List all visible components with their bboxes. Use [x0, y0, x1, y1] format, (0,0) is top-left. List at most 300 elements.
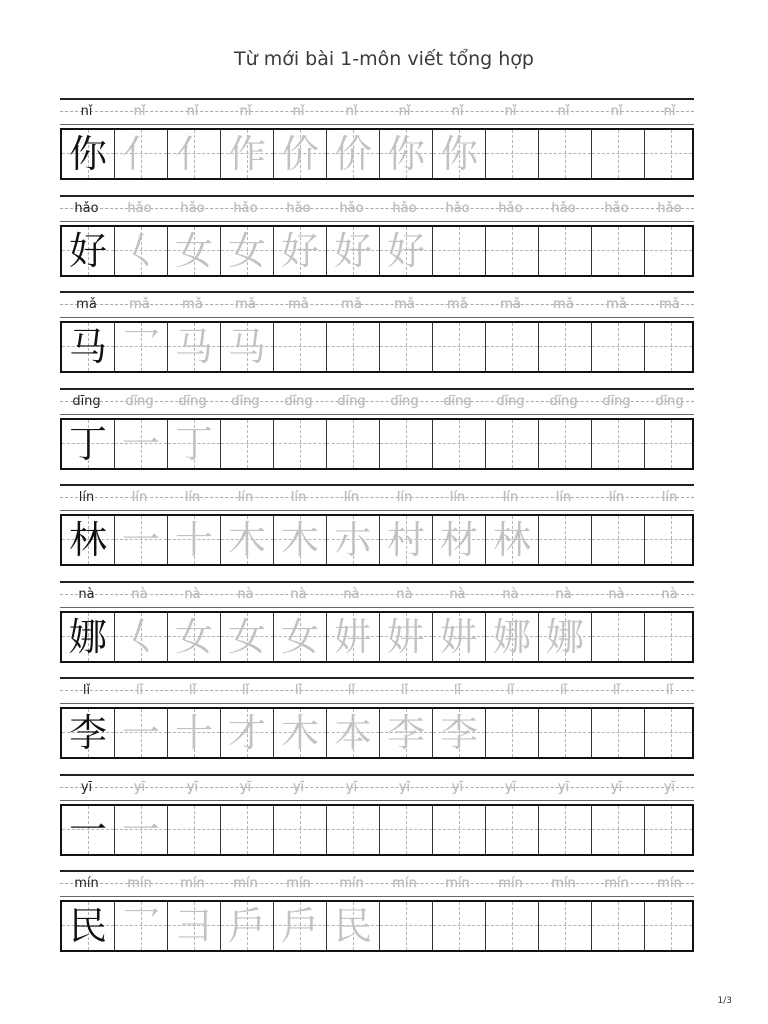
practice-cell[interactable]: [221, 806, 274, 854]
practice-cell[interactable]: [592, 516, 645, 564]
practice-cell[interactable]: [380, 420, 433, 468]
pinyin-guide-line: [60, 291, 694, 318]
stroke-order-step: 民: [333, 904, 372, 948]
pinyin-trace: mín: [339, 876, 364, 891]
practice-cell[interactable]: [433, 323, 486, 371]
stroke-order-step: [592, 420, 644, 468]
pinyin-guide-line: [60, 581, 694, 608]
pinyin-trace: hǎo: [604, 200, 629, 216]
practice-cell[interactable]: [221, 709, 274, 757]
practice-cell[interactable]: [327, 902, 380, 950]
character-grid: [60, 900, 694, 952]
practice-cell[interactable]: [380, 516, 433, 564]
practice-cell[interactable]: [592, 806, 645, 854]
stroke-order-step: [380, 420, 432, 468]
stroke-order-step: [221, 420, 273, 468]
stroke-order-step: [592, 516, 644, 564]
pinyin-trace: mǎ: [394, 297, 415, 312]
model-character-cell: [62, 130, 115, 178]
practice-cell[interactable]: [539, 902, 592, 950]
practice-cell[interactable]: [592, 323, 645, 371]
practice-cell[interactable]: [539, 227, 592, 275]
pinyin-trace: nà: [502, 586, 519, 602]
model-character-cell: [62, 420, 115, 468]
pinyin-trace: lǐ: [294, 683, 303, 698]
practice-cell[interactable]: [592, 227, 645, 275]
character-grid: [60, 611, 694, 663]
pinyin-trace: lín: [184, 490, 201, 505]
pinyin-label: dīng: [72, 393, 101, 409]
practice-cell[interactable]: [486, 516, 539, 564]
pinyin-trace: nà: [396, 586, 413, 602]
model-character: 丁: [68, 421, 107, 466]
pinyin-trace: yī: [239, 779, 252, 795]
stroke-order-step: 丁: [174, 421, 213, 466]
model-character: 李: [68, 711, 107, 755]
stroke-order-step: 木: [280, 518, 319, 562]
pinyin-trace: dīng: [443, 393, 472, 409]
stroke-order-step: [274, 323, 326, 371]
pinyin-guide-line: [60, 195, 694, 222]
stroke-order-step: 亻: [121, 132, 160, 176]
pinyin-guide-line: [60, 98, 694, 125]
practice-cell[interactable]: [645, 130, 692, 178]
stroke-order-step: 李: [386, 711, 425, 755]
practice-cell[interactable]: [221, 323, 274, 371]
stroke-order-step: [433, 902, 485, 950]
practice-cell[interactable]: [645, 323, 692, 371]
pinyin-trace: mǎ: [659, 297, 680, 312]
stroke-order-step: [539, 323, 591, 371]
pinyin-trace: mín: [657, 876, 682, 891]
practice-cell[interactable]: [539, 130, 592, 178]
practice-cell[interactable]: [433, 613, 486, 661]
pinyin-trace: mín: [498, 876, 523, 891]
practice-cell[interactable]: [592, 709, 645, 757]
stroke-order-step: [592, 806, 644, 854]
pinyin-trace: yī: [186, 779, 199, 795]
stroke-order-step: 十: [174, 711, 213, 755]
pinyin-trace: dīng: [602, 393, 631, 409]
stroke-order-step: 好: [280, 228, 319, 273]
practice-cell[interactable]: [486, 130, 539, 178]
pinyin-trace: lín: [661, 490, 678, 505]
practice-cell[interactable]: [380, 227, 433, 275]
character-grid: [60, 128, 694, 180]
pinyin-trace: yī: [557, 779, 570, 795]
stroke-order-step: 女: [280, 614, 319, 659]
practice-cell[interactable]: [168, 323, 221, 371]
stroke-order-step: [486, 130, 538, 178]
practice-cell[interactable]: [486, 227, 539, 275]
stroke-order-step: 本: [333, 711, 372, 755]
pinyin-trace: nǐ: [610, 104, 623, 119]
pinyin-trace: lǐ: [241, 683, 250, 698]
pinyin-trace: hǎo: [657, 200, 682, 216]
pinyin-trace: nǐ: [345, 104, 358, 119]
stroke-order-step: [592, 227, 644, 275]
pinyin-trace: lín: [237, 490, 254, 505]
practice-cell[interactable]: [168, 516, 221, 564]
stroke-order-step: [645, 323, 692, 371]
practice-cell[interactable]: [486, 323, 539, 371]
pinyin-trace: nǐ: [292, 104, 305, 119]
stroke-order-step: [433, 806, 485, 854]
stroke-order-step: 乛: [121, 325, 160, 369]
practice-cell[interactable]: [274, 709, 327, 757]
pinyin-trace: lǐ: [506, 683, 515, 698]
stroke-order-step: 彐: [174, 904, 213, 948]
practice-cell[interactable]: [486, 902, 539, 950]
stroke-order-step: [380, 902, 432, 950]
practice-cell[interactable]: [380, 806, 433, 854]
pinyin-trace: yī: [504, 779, 517, 795]
pinyin-trace: nà: [555, 586, 572, 602]
model-character: 马: [68, 325, 107, 369]
stroke-order-step: [380, 806, 432, 854]
pinyin-trace: dīng: [337, 393, 366, 409]
stroke-order-step: [592, 902, 644, 950]
pinyin-trace: nà: [290, 586, 307, 602]
pinyin-trace: lǐ: [453, 683, 462, 698]
pinyin-trace: hǎo: [392, 200, 417, 216]
stroke-order-step: 娜: [545, 614, 584, 659]
stroke-order-step: [645, 709, 692, 757]
stroke-order-step: 好: [386, 228, 425, 273]
practice-cell[interactable]: [221, 130, 274, 178]
stroke-order-step: 亻: [174, 132, 213, 176]
stroke-order-step: [274, 420, 326, 468]
pinyin-guide-line: [60, 388, 694, 415]
practice-cell[interactable]: [168, 709, 221, 757]
stroke-order-step: [592, 130, 644, 178]
practice-cell[interactable]: [115, 516, 168, 564]
stroke-order-step: [539, 420, 591, 468]
practice-cell[interactable]: [592, 613, 645, 661]
pinyin-trace: nà: [661, 586, 678, 602]
pinyin-trace: yī: [345, 779, 358, 795]
pinyin-trace: mín: [286, 876, 311, 891]
character-grid: [60, 804, 694, 856]
stroke-order-step: [645, 420, 692, 468]
model-character: 好: [68, 228, 107, 273]
practice-cell[interactable]: [274, 902, 327, 950]
model-character-cell: [62, 227, 115, 275]
pinyin-trace: hǎo: [127, 200, 152, 216]
pinyin-trace: nǐ: [133, 104, 146, 119]
pinyin-trace: dīng: [125, 393, 154, 409]
stroke-order-step: 林: [492, 518, 531, 562]
practice-cell[interactable]: [221, 902, 274, 950]
pinyin-trace: nà: [184, 586, 201, 602]
practice-cell[interactable]: [380, 130, 433, 178]
character-grid: [60, 514, 694, 566]
stroke-order-step: 戶: [280, 904, 319, 948]
pinyin-trace: dīng: [284, 393, 313, 409]
pinyin-trace: lín: [131, 490, 148, 505]
practice-cell[interactable]: [221, 227, 274, 275]
practice-cell[interactable]: [539, 516, 592, 564]
practice-cell[interactable]: [115, 130, 168, 178]
practice-cell[interactable]: [433, 709, 486, 757]
model-character: 一: [68, 807, 107, 852]
stroke-order-step: [433, 227, 485, 275]
practice-cell[interactable]: [168, 902, 221, 950]
practice-cell[interactable]: [433, 806, 486, 854]
pinyin-guide-line: [60, 484, 694, 511]
stroke-order-step: 妌: [333, 614, 372, 659]
stroke-order-step: 𡿨: [121, 228, 160, 273]
pinyin-trace: mǎ: [129, 297, 150, 312]
practice-cell[interactable]: [115, 613, 168, 661]
model-character: 你: [68, 132, 107, 176]
practice-row: [60, 484, 694, 566]
practice-cell[interactable]: [274, 806, 327, 854]
pinyin-trace: yī: [292, 779, 305, 795]
pinyin-trace: nǐ: [239, 104, 252, 119]
pinyin-trace: mín: [604, 876, 629, 891]
stroke-order-step: 妌: [386, 614, 425, 659]
stroke-order-step: [539, 902, 591, 950]
practice-cell[interactable]: [327, 323, 380, 371]
stroke-order-step: [645, 516, 692, 564]
practice-cell[interactable]: [274, 420, 327, 468]
pinyin-trace: lǐ: [612, 683, 621, 698]
pinyin-trace: yī: [663, 779, 676, 795]
pinyin-trace: yī: [610, 779, 623, 795]
practice-cell[interactable]: [274, 516, 327, 564]
practice-cell[interactable]: [539, 613, 592, 661]
pinyin-trace: dīng: [390, 393, 419, 409]
stroke-order-step: [645, 130, 692, 178]
stroke-order-step: [433, 323, 485, 371]
pinyin-guide-line: [60, 870, 694, 897]
pinyin-trace: hǎo: [286, 200, 311, 216]
pinyin-trace: hǎo: [445, 200, 470, 216]
pinyin-trace: hǎo: [498, 200, 523, 216]
practice-cell[interactable]: [115, 709, 168, 757]
practice-row: [60, 677, 694, 759]
stroke-order-step: 你: [439, 132, 478, 176]
pinyin-trace: mǎ: [500, 297, 521, 312]
pinyin-trace: lín: [290, 490, 307, 505]
pinyin-trace: nà: [237, 586, 254, 602]
stroke-order-step: 李: [439, 711, 478, 755]
stroke-order-step: [486, 806, 538, 854]
pinyin-trace: mín: [392, 876, 417, 891]
practice-cell[interactable]: [327, 709, 380, 757]
stroke-order-step: [486, 902, 538, 950]
pinyin-trace: mín: [233, 876, 258, 891]
pinyin-trace: lǐ: [665, 683, 674, 698]
stroke-order-step: [327, 323, 379, 371]
pinyin-trace: mǎ: [235, 297, 256, 312]
pinyin-trace: lǐ: [559, 683, 568, 698]
practice-cell[interactable]: [327, 130, 380, 178]
practice-cell[interactable]: [645, 709, 692, 757]
pinyin-trace: hǎo: [180, 200, 205, 216]
practice-cell[interactable]: [327, 227, 380, 275]
practice-cell[interactable]: [645, 806, 692, 854]
stroke-order-step: 木: [280, 711, 319, 755]
pinyin-label: mín: [74, 876, 99, 891]
stroke-order-step: 𡿨: [121, 614, 160, 659]
practice-cell[interactable]: [168, 227, 221, 275]
stroke-order-step: 一: [121, 518, 160, 562]
practice-cell[interactable]: [168, 613, 221, 661]
pinyin-trace: mín: [445, 876, 470, 891]
pinyin-trace: nà: [131, 586, 148, 602]
stroke-order-step: 女: [174, 228, 213, 273]
pinyin-trace: dīng: [178, 393, 207, 409]
stroke-order-step: 才: [227, 711, 266, 755]
model-character-cell: [62, 613, 115, 661]
stroke-order-step: [645, 613, 692, 661]
practice-cell[interactable]: [115, 227, 168, 275]
pinyin-trace: yī: [133, 779, 146, 795]
practice-cell[interactable]: [539, 323, 592, 371]
practice-cell[interactable]: [380, 902, 433, 950]
practice-cell[interactable]: [221, 420, 274, 468]
practice-cell[interactable]: [486, 709, 539, 757]
practice-cell[interactable]: [327, 420, 380, 468]
practice-cell[interactable]: [433, 902, 486, 950]
practice-cell[interactable]: [327, 613, 380, 661]
pinyin-trace: mín: [127, 876, 152, 891]
practice-cell[interactable]: [433, 130, 486, 178]
practice-cell[interactable]: [486, 806, 539, 854]
pinyin-trace: yī: [398, 779, 411, 795]
practice-cell[interactable]: [115, 902, 168, 950]
practice-cell[interactable]: [115, 420, 168, 468]
model-character-cell: [62, 323, 115, 371]
page-title: Từ mới bài 1-môn viết tổng hợp: [234, 48, 534, 70]
stroke-order-step: [221, 806, 273, 854]
practice-cell[interactable]: [168, 806, 221, 854]
practice-cell[interactable]: [168, 420, 221, 468]
practice-cell[interactable]: [592, 902, 645, 950]
practice-cell[interactable]: [274, 323, 327, 371]
stroke-order-step: [327, 420, 379, 468]
stroke-order-step: [433, 420, 485, 468]
practice-cell[interactable]: [433, 227, 486, 275]
stroke-order-step: 马: [227, 325, 266, 369]
pinyin-label: nà: [78, 586, 95, 602]
practice-cell[interactable]: [433, 516, 486, 564]
practice-cell[interactable]: [327, 806, 380, 854]
practice-cell[interactable]: [645, 227, 692, 275]
stroke-order-step: [274, 806, 326, 854]
practice-cell[interactable]: [645, 516, 692, 564]
pinyin-trace: dīng: [231, 393, 260, 409]
practice-cell[interactable]: [539, 806, 592, 854]
stroke-order-step: 价: [333, 132, 372, 176]
stroke-order-step: [539, 806, 591, 854]
stroke-order-step: [168, 806, 220, 854]
character-grid: [60, 707, 694, 759]
practice-cell[interactable]: [380, 323, 433, 371]
pinyin-guide-line: [60, 774, 694, 801]
practice-cell[interactable]: [486, 420, 539, 468]
stroke-order-step: [539, 516, 591, 564]
practice-cell[interactable]: [274, 613, 327, 661]
stroke-order-step: [539, 227, 591, 275]
stroke-order-step: 妌: [439, 614, 478, 659]
pinyin-trace: mín: [180, 876, 205, 891]
stroke-order-step: 一: [121, 421, 160, 466]
stroke-order-step: 马: [174, 325, 213, 369]
pinyin-trace: lín: [396, 490, 413, 505]
practice-cell[interactable]: [539, 420, 592, 468]
practice-cell[interactable]: [645, 902, 692, 950]
pinyin-trace: mǎ: [182, 297, 203, 312]
practice-cell[interactable]: [168, 130, 221, 178]
practice-cell[interactable]: [486, 613, 539, 661]
pinyin-trace: nǐ: [557, 104, 570, 119]
pinyin-trace: nà: [343, 586, 360, 602]
pinyin-trace: dīng: [655, 393, 684, 409]
pinyin-trace: mǎ: [447, 297, 468, 312]
stroke-order-step: 一: [121, 711, 160, 755]
practice-cell[interactable]: [645, 613, 692, 661]
practice-cell[interactable]: [115, 323, 168, 371]
pinyin-trace: mín: [551, 876, 576, 891]
practice-cell[interactable]: [539, 709, 592, 757]
pinyin-trace: mǎ: [341, 297, 362, 312]
pinyin-label: lín: [78, 490, 95, 505]
stroke-order-step: [486, 227, 538, 275]
model-character: 娜: [68, 614, 107, 659]
practice-cell[interactable]: [274, 130, 327, 178]
pinyin-trace: nà: [608, 586, 625, 602]
practice-cell[interactable]: [433, 420, 486, 468]
model-character-cell: [62, 902, 115, 950]
pinyin-label: yī: [80, 779, 93, 795]
pinyin-trace: lín: [449, 490, 466, 505]
pinyin-label: hǎo: [74, 200, 99, 216]
practice-cell[interactable]: [221, 516, 274, 564]
pinyin-trace: mǎ: [606, 297, 627, 312]
pinyin-trace: lǐ: [188, 683, 197, 698]
practice-cell[interactable]: [380, 709, 433, 757]
pinyin-trace: lín: [555, 490, 572, 505]
pinyin-trace: lǐ: [400, 683, 409, 698]
stroke-order-step: 木: [227, 518, 266, 562]
pinyin-trace: dīng: [496, 393, 525, 409]
practice-cell[interactable]: [221, 613, 274, 661]
practice-row: [60, 870, 694, 952]
stroke-order-step: 一: [121, 807, 160, 852]
practice-cell[interactable]: [645, 420, 692, 468]
practice-cell[interactable]: [115, 806, 168, 854]
stroke-order-step: [486, 709, 538, 757]
pinyin-trace: nǐ: [451, 104, 464, 119]
character-grid: [60, 225, 694, 277]
practice-cell[interactable]: [380, 613, 433, 661]
pinyin-trace: lín: [343, 490, 360, 505]
pinyin-trace: nǐ: [504, 104, 517, 119]
practice-cell[interactable]: [592, 420, 645, 468]
practice-row: [60, 98, 694, 180]
stroke-order-step: 戶: [227, 904, 266, 948]
practice-cell[interactable]: [274, 227, 327, 275]
page-number: 1/3: [717, 996, 732, 1006]
practice-cell[interactable]: [327, 516, 380, 564]
practice-cell[interactable]: [592, 130, 645, 178]
stroke-order-step: 村: [386, 518, 425, 562]
pinyin-trace: nà: [449, 586, 466, 602]
pinyin-trace: nǐ: [186, 104, 199, 119]
